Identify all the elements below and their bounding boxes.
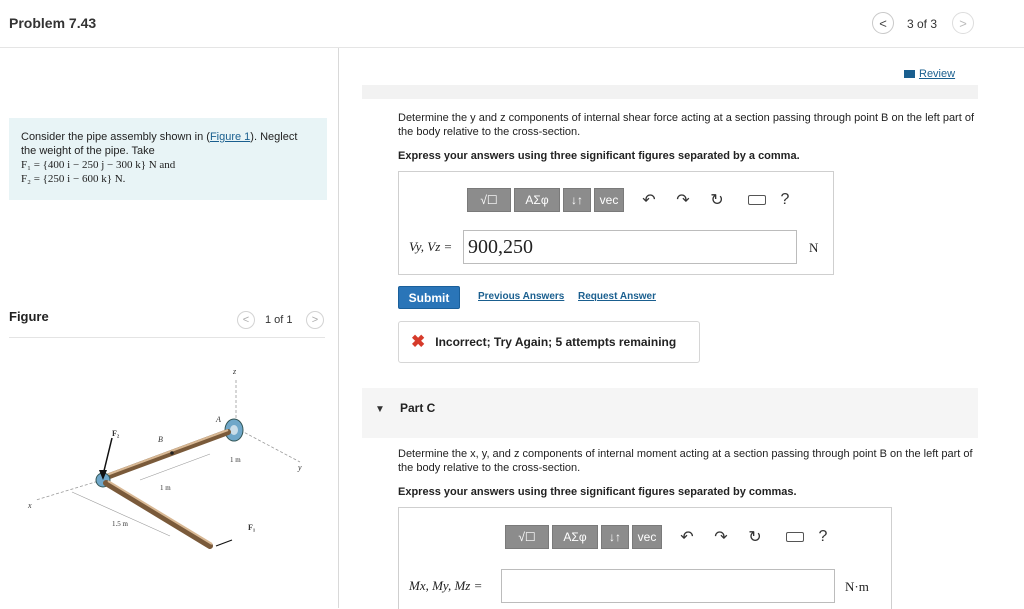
help-icon: ? bbox=[818, 528, 828, 545]
dimension-1m-lower: 1 m bbox=[160, 484, 171, 492]
part-c-unit: N·m bbox=[845, 579, 869, 594]
caret-down-icon[interactable]: ▼ bbox=[375, 404, 385, 415]
keyboard-icon bbox=[748, 195, 766, 205]
part-header-band bbox=[362, 85, 978, 99]
vec-icon: vec bbox=[637, 530, 657, 544]
greek-symbols-button[interactable] bbox=[552, 525, 598, 549]
keyboard-icon bbox=[786, 532, 804, 542]
part-c-question: Determine the x, y, and z components of internal moment acting at a section passing through point B on the left part of the body relative to the cross-section. bbox=[398, 448, 973, 474]
error-x-icon: ✖ bbox=[411, 332, 426, 351]
submit-button[interactable]: Submit bbox=[398, 286, 460, 309]
force-f2: F₂ = {250 i − 600 k} N. bbox=[21, 173, 126, 185]
reset-button[interactable] bbox=[706, 190, 728, 210]
vec-icon: vec bbox=[599, 193, 619, 207]
part-c-variable-label: Mx, My, Mz = bbox=[409, 578, 483, 593]
request-answer-link[interactable]: Request Answer bbox=[578, 291, 656, 302]
chevron-left-icon: < bbox=[242, 314, 250, 326]
reset-button[interactable] bbox=[744, 527, 766, 547]
chevron-left-icon: < bbox=[879, 15, 887, 31]
previous-answers-link[interactable]: Previous Answers bbox=[478, 291, 565, 302]
greek-icon: AΣφ bbox=[525, 193, 549, 207]
problem-intro-end: ). Neglect the weight of the pipe. Take bbox=[21, 131, 298, 157]
header-bar bbox=[0, 0, 1024, 48]
figure-heading: Figure bbox=[9, 309, 49, 324]
part-c-answer-input[interactable] bbox=[501, 569, 835, 603]
redo-button[interactable] bbox=[672, 190, 694, 210]
reset-icon: ↻ bbox=[748, 529, 762, 546]
vec-button[interactable] bbox=[632, 525, 662, 549]
part-c-answer-box bbox=[398, 507, 892, 609]
force-f1-label: F₁ bbox=[248, 523, 256, 532]
undo-button[interactable] bbox=[638, 190, 660, 210]
part-b-variable-label: Vy, Vz = bbox=[409, 239, 453, 254]
greek-icon: AΣφ bbox=[563, 530, 587, 544]
templates-button[interactable] bbox=[467, 188, 511, 212]
part-b-answer-box bbox=[398, 171, 834, 275]
feedback-message bbox=[398, 321, 700, 363]
vec-button[interactable] bbox=[594, 188, 624, 212]
undo-icon: ↶ bbox=[680, 529, 694, 546]
point-b-label: B bbox=[158, 435, 163, 444]
arrows-icon: ↓↑ bbox=[571, 193, 583, 207]
part-b-toolbar bbox=[467, 188, 796, 212]
figure-next-button[interactable] bbox=[306, 311, 324, 329]
greek-symbols-button[interactable] bbox=[514, 188, 560, 212]
figure-divider bbox=[9, 337, 325, 338]
z-axis-label: z bbox=[233, 367, 237, 376]
redo-icon: ↷ bbox=[714, 529, 728, 546]
pipe-segment-ab-highlight bbox=[104, 430, 228, 476]
force-f1-arrow bbox=[216, 540, 232, 546]
redo-button[interactable] bbox=[710, 527, 732, 547]
book-icon bbox=[904, 70, 915, 78]
y-axis-label: y bbox=[298, 463, 302, 472]
part-c-title: Part C bbox=[400, 401, 436, 415]
force-f2-label: F₂ bbox=[112, 429, 120, 438]
reset-icon: ↻ bbox=[710, 192, 724, 209]
keyboard-button[interactable] bbox=[744, 195, 770, 205]
subscript-button[interactable] bbox=[601, 525, 629, 549]
page-title: Problem 7.43 bbox=[9, 15, 97, 31]
figure-counter: 1 of 1 bbox=[265, 314, 293, 326]
figure-prev-button[interactable] bbox=[237, 311, 255, 329]
point-a-label: A bbox=[216, 415, 221, 424]
subscript-button[interactable] bbox=[563, 188, 591, 212]
pipe-segment-ab bbox=[104, 432, 228, 478]
dimension-1m-upper: 1 m bbox=[230, 456, 241, 464]
pipe-assembly-figure bbox=[20, 350, 320, 550]
wall-support-inner bbox=[230, 425, 238, 435]
part-c-toolbar bbox=[505, 525, 834, 549]
dimension-1-5m: 1.5 m bbox=[112, 520, 128, 528]
part-c-header[interactable] bbox=[362, 388, 978, 438]
keyboard-button[interactable] bbox=[782, 532, 808, 542]
force-f1: F₁ = {400 i − 250 j − 300 k} N and bbox=[21, 159, 176, 171]
redo-icon: ↷ bbox=[676, 192, 690, 209]
chevron-right-icon: > bbox=[311, 314, 319, 326]
x-axis-line bbox=[36, 480, 102, 500]
review-link[interactable] bbox=[904, 68, 955, 80]
next-question-button[interactable] bbox=[952, 12, 974, 34]
problem-intro: Consider the pipe assembly shown in ( bbox=[21, 131, 210, 143]
part-b-unit: N bbox=[809, 240, 819, 255]
help-icon: ? bbox=[780, 191, 790, 208]
problem-statement bbox=[9, 118, 327, 200]
pane-divider bbox=[338, 48, 339, 608]
review-label: Review bbox=[919, 68, 956, 80]
arrows-icon: ↓↑ bbox=[609, 530, 621, 544]
y-axis-line bbox=[236, 428, 300, 462]
x-axis-label: x bbox=[28, 501, 32, 510]
help-button[interactable] bbox=[774, 191, 796, 209]
question-counter: 3 of 3 bbox=[907, 17, 938, 31]
undo-icon: ↶ bbox=[642, 192, 656, 209]
feedback-text: Incorrect; Try Again; 5 attempts remaining bbox=[435, 335, 677, 349]
part-c-instruction: Express your answers using three significant figures separated by commas. bbox=[398, 486, 797, 498]
figure-link[interactable]: Figure 1 bbox=[209, 131, 251, 143]
part-b-instruction: Express your answers using three significant figures separated by a comma. bbox=[398, 150, 800, 162]
templates-button[interactable] bbox=[505, 525, 549, 549]
help-button[interactable] bbox=[812, 528, 834, 546]
sqrt-template-icon: √☐ bbox=[480, 193, 498, 207]
force-f2-arrow bbox=[103, 438, 112, 475]
point-b-marker bbox=[170, 451, 174, 455]
undo-button[interactable] bbox=[676, 527, 698, 547]
previous-question-button[interactable] bbox=[872, 12, 894, 34]
sqrt-template-icon: √☐ bbox=[518, 530, 536, 544]
chevron-right-icon: > bbox=[959, 15, 967, 31]
part-b-question: Determine the y and z components of internal shear force acting at a section passing through point B on the left part of the body relative to the cross-section. bbox=[398, 112, 975, 138]
part-b-answer-input[interactable]: 900,250 bbox=[463, 230, 797, 264]
